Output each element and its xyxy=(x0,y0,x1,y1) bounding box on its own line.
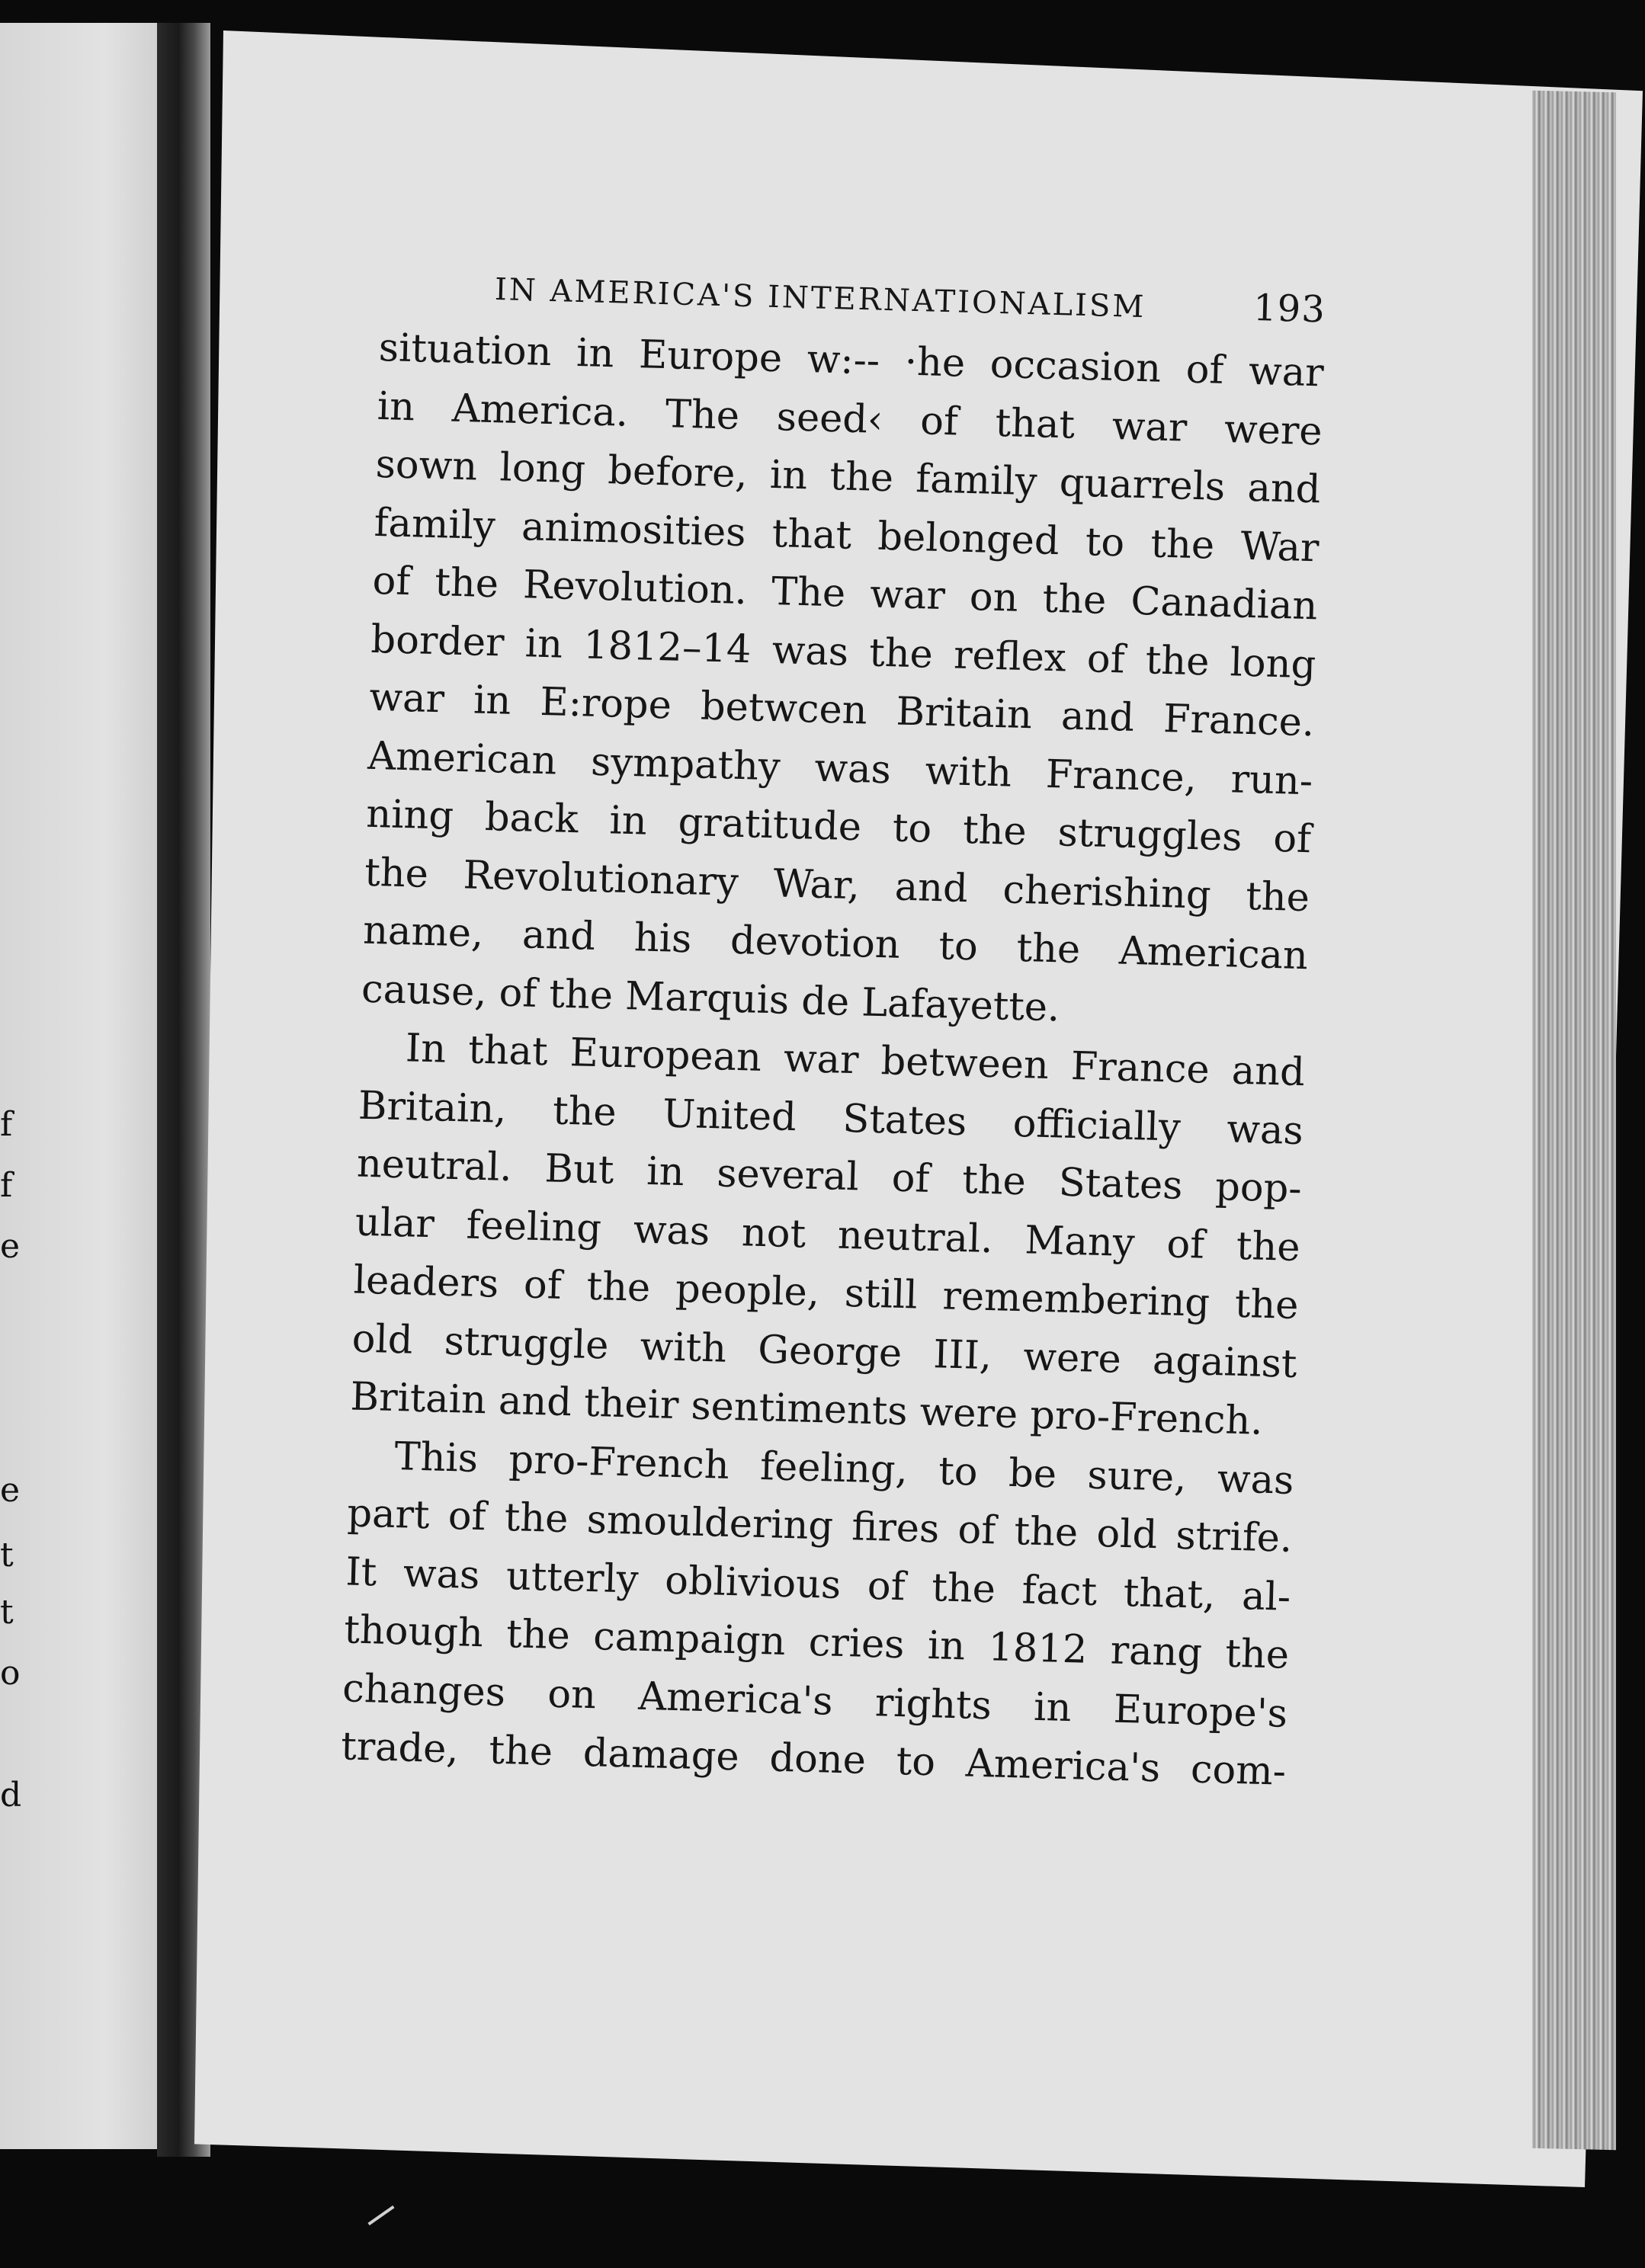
body-text xyxy=(340,319,1324,1802)
text-line: leaders of the people, still remembering the xyxy=(353,1257,1300,1329)
page-text-block xyxy=(340,263,1326,1802)
text-line: part of the smouldering fires of the old strife. xyxy=(346,1491,1293,1562)
text-line: ular feeling was not neutral. Many of the xyxy=(354,1200,1301,1270)
text-line: neutral. But in several of the States pop- xyxy=(356,1141,1303,1212)
text-line: the Revolutionary War, and cherishing the xyxy=(364,850,1310,921)
text-line: changes on America's rights in Europe's xyxy=(342,1665,1288,1737)
text-line: family animosities that belonged to the War xyxy=(373,500,1320,571)
left-fragment: t xyxy=(0,1593,14,1632)
text-line: war in E:rope betwcen Britain and France. xyxy=(368,674,1315,746)
text-line: sown long before, in the family quarrels and xyxy=(375,441,1322,513)
page-stack-edge xyxy=(1532,91,1616,2150)
left-fragment: e xyxy=(0,1227,21,1266)
left-fragment: f xyxy=(0,1166,13,1205)
text-line: border in 1812–14 was the reflex of the long xyxy=(370,617,1316,687)
text-line: trade, the damage done to America's com- xyxy=(340,1724,1287,1795)
text-line: old struggle with George III, were against xyxy=(351,1315,1298,1387)
text-line: Britain and their sentiments were pro-French. xyxy=(349,1374,1264,1444)
text-line: name, and his devotion to the American xyxy=(362,908,1309,979)
text-line: ning back in gratitude to the struggles of xyxy=(365,791,1312,863)
text-line: situation in Europe w:-- ·he occasion of war xyxy=(378,325,1325,396)
text-line: In that European war between France and xyxy=(405,1026,1306,1096)
left-page-text-fragments xyxy=(0,23,23,2149)
left-fragment: t xyxy=(0,1536,14,1574)
left-facing-page xyxy=(0,23,175,2149)
text-line: though the campaign cries in 1812 rang the xyxy=(343,1607,1290,1678)
left-fragment: e xyxy=(0,1471,21,1510)
text-line: of the Revolution. The war on the Canadian xyxy=(371,558,1319,629)
text-line: American sympathy was with France, run- xyxy=(367,733,1313,804)
text-line: in America. The seed‹ of that war were xyxy=(377,383,1323,454)
text-line: Britain, the United States officially was xyxy=(358,1083,1304,1154)
text-line: This pro-French feeling, to be sure, was xyxy=(393,1434,1295,1504)
page-number: 193 xyxy=(1252,286,1326,332)
running-head-title: IN AMERICA'S INTERNATIONALISM xyxy=(494,272,1146,325)
text-line: It was utterly oblivious of the fact that, al- xyxy=(345,1549,1291,1620)
left-fragment: o xyxy=(0,1654,21,1693)
left-fragment: f xyxy=(0,1105,13,1144)
text-line: cause, of the Marquis de Lafayette. xyxy=(361,966,1060,1030)
scan-artifact-mark xyxy=(367,2206,394,2225)
left-fragment: d xyxy=(0,1776,22,1815)
